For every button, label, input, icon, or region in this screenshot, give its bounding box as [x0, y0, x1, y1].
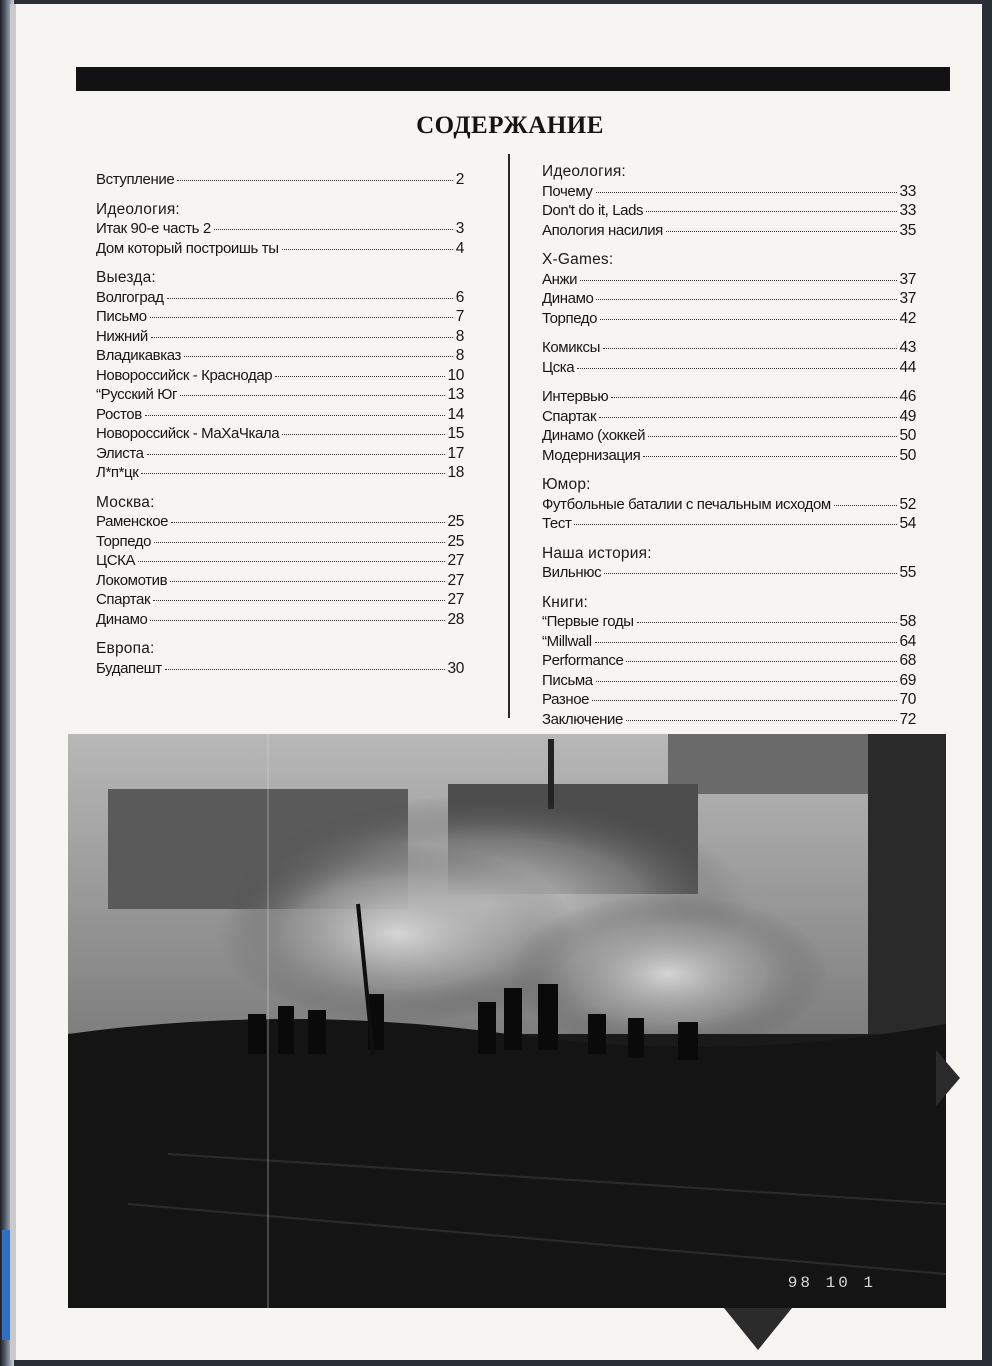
toc-entry[interactable]: [96, 170, 464, 190]
toc-entry[interactable]: [96, 288, 464, 308]
toc-entry[interactable]: [542, 514, 916, 534]
toc-entry[interactable]: [542, 426, 916, 446]
toc-entry-page-number: 55: [899, 564, 916, 581]
toc-entry-page-number: 27: [447, 552, 464, 569]
toc-entry-page-number: 25: [447, 532, 464, 550]
toc-section: [542, 338, 916, 377]
toc-entry-page-number: 18: [447, 464, 464, 481]
toc-entry-page-number: 4: [455, 239, 464, 257]
toc-entry-page-number: 6: [455, 288, 464, 306]
toc-entry-page-number: 37: [899, 270, 916, 288]
toc-entry[interactable]: [96, 571, 464, 591]
toc-section-heading: Идеология:: [96, 200, 180, 218]
toc-entry-title: Performance: [542, 652, 624, 669]
toc-section: [542, 162, 916, 240]
toc-entry-page-number: 69: [899, 671, 916, 689]
toc-entry[interactable]: [542, 338, 916, 358]
crowd-smoke-photo-icon: [68, 734, 946, 1308]
toc-entry-page-number: 44: [899, 358, 916, 376]
header-black-bar: [76, 67, 950, 91]
toc-entry[interactable]: [542, 671, 916, 691]
page-title: СОДЕРЖАНИЕ: [416, 112, 604, 139]
toc-entry-page-number: 17: [447, 444, 464, 462]
toc-section: [96, 170, 464, 190]
toc-section: [542, 544, 916, 583]
dot-leader: [599, 417, 896, 418]
dot-leader: [596, 681, 897, 682]
toc-entry-page-number: 42: [899, 309, 916, 327]
toc-entry-title: Волгоград: [96, 288, 164, 306]
toc-entry-title: “Русский Юг: [96, 386, 178, 403]
toc-section-heading: Европа:: [96, 640, 155, 657]
toc-entry[interactable]: [96, 463, 464, 483]
toc-entry-title: Торпедо: [96, 532, 152, 550]
toc-entry[interactable]: [96, 219, 464, 239]
toc-entry-title: Спартак: [96, 591, 151, 608]
toc-entry-title: Динамо: [542, 290, 594, 307]
dot-leader: [595, 642, 897, 643]
dot-leader: [153, 600, 444, 601]
toc-entry[interactable]: [542, 387, 916, 407]
toc-entry[interactable]: [96, 307, 464, 327]
toc-entry-title: Вступление: [96, 171, 175, 188]
dot-leader: [282, 249, 453, 250]
toc-entry-page-number: 10: [447, 366, 464, 384]
dot-leader: [646, 211, 896, 212]
dot-leader: [154, 542, 444, 543]
toc-section-heading: Выезда:: [96, 269, 156, 286]
toc-entry-title: Итак 90-е часть 2: [96, 220, 211, 237]
toc-entry-page-number: 8: [455, 347, 464, 364]
toc-entry-title: Заключение: [542, 710, 623, 728]
toc-entry-page-number: 54: [899, 515, 916, 532]
toc-entry-title: Будапешт: [96, 659, 162, 677]
toc-entry[interactable]: [96, 610, 464, 630]
toc-entry-title: Динамо: [96, 610, 148, 628]
dot-leader: [611, 397, 896, 398]
toc-entry[interactable]: [96, 512, 464, 532]
dot-leader: [145, 415, 445, 416]
toc-section-heading: Наша история:: [542, 544, 652, 562]
toc-entry-page-number: 46: [899, 388, 916, 405]
toc-entry-page-number: 28: [447, 610, 464, 628]
toc-entry[interactable]: [542, 182, 916, 202]
toc-entry[interactable]: [542, 563, 916, 583]
toc-entry-page-number: 13: [447, 386, 464, 403]
toc-entry-title: Локомотив: [96, 571, 168, 589]
toc-entry-page-number: 52: [899, 495, 916, 513]
toc-entry[interactable]: [96, 444, 464, 464]
toc-entry-page-number: 14: [447, 405, 464, 423]
toc-right-column: [542, 162, 916, 729]
toc-entry-page-number: 7: [455, 308, 464, 325]
toc-entry[interactable]: [542, 612, 916, 632]
toc-section-heading: X-Games:: [542, 251, 614, 268]
dot-leader: [170, 581, 444, 582]
toc-entry[interactable]: [96, 239, 464, 259]
toc-entry[interactable]: [542, 710, 916, 730]
toc-left-column: [96, 170, 464, 678]
dot-leader: [834, 505, 897, 506]
dot-leader: [592, 700, 896, 701]
dot-leader: [603, 348, 897, 349]
toc-entry-title: Новороссийск - Краснодар: [96, 366, 273, 384]
toc-entry-title: “Millwall: [542, 632, 592, 650]
toc-entry[interactable]: [542, 690, 916, 710]
toc-entry-title: Торпедо: [542, 309, 598, 327]
toc-entry[interactable]: [542, 289, 916, 309]
toc-section: [542, 475, 916, 534]
toc-entry-title: Тест: [542, 515, 572, 532]
toc-section-heading: Юмор:: [542, 476, 591, 493]
cover-photo: [68, 734, 946, 1308]
toc-entry-page-number: 8: [455, 327, 464, 345]
dot-leader: [141, 473, 444, 474]
toc-entry-title: Динамо (хоккей: [542, 427, 646, 444]
dot-leader: [643, 456, 896, 457]
toc-entry-page-number: 35: [899, 221, 916, 239]
toc-entry-page-number: 15: [447, 425, 464, 442]
dot-leader: [184, 356, 453, 357]
toc-entry-title: Модернизация: [542, 446, 641, 464]
toc-entry-title: “Первые годы: [542, 613, 634, 630]
corner-triangle-right: [936, 1050, 960, 1106]
toc-entry[interactable]: [542, 407, 916, 427]
dot-leader: [626, 661, 896, 662]
corner-triangle-bottom: [724, 1308, 792, 1350]
toc-entry-title: Письмо: [96, 308, 147, 325]
dot-leader: [574, 524, 896, 525]
toc-entry-title: Элиста: [96, 444, 144, 462]
toc-entry[interactable]: [96, 590, 464, 610]
toc-section-heading: Книги:: [542, 593, 589, 611]
dot-leader: [180, 395, 445, 396]
toc-entry-title: Раменское: [96, 513, 169, 530]
dot-leader: [147, 454, 445, 455]
dot-leader: [177, 180, 452, 181]
toc-section: [96, 493, 464, 630]
toc-entry[interactable]: [96, 532, 464, 552]
toc-entry-page-number: 43: [899, 339, 916, 356]
toc-entry-page-number: 72: [899, 710, 916, 728]
toc-entry[interactable]: [96, 346, 464, 366]
toc-entry-page-number: 30: [447, 659, 464, 677]
toc-entry-page-number: 58: [899, 613, 916, 630]
toc-entry-title: Комиксы: [542, 339, 600, 356]
dot-leader: [648, 436, 896, 437]
toc-entry[interactable]: [542, 632, 916, 652]
dot-leader: [214, 229, 453, 230]
dot-leader: [150, 620, 444, 621]
toc-entry-title: Don't do it, Lads: [542, 202, 644, 219]
toc-entry-title: Владикавказ: [96, 347, 181, 364]
toc-section: [542, 387, 916, 465]
toc-entry[interactable]: [542, 270, 916, 290]
toc-entry[interactable]: [542, 201, 916, 221]
toc-entry-page-number: 50: [899, 427, 916, 444]
toc-entry-title: Цска: [542, 358, 575, 376]
dot-leader: [165, 669, 445, 670]
dot-leader: [275, 376, 444, 377]
toc-entry[interactable]: [96, 366, 464, 386]
toc-entry-title: Л*п*цк: [96, 464, 139, 481]
toc-entry-page-number: 27: [447, 571, 464, 589]
toc-entry-page-number: 70: [899, 691, 916, 708]
dot-leader: [171, 522, 444, 523]
toc-entry[interactable]: [542, 221, 916, 241]
toc-entry[interactable]: [96, 659, 464, 679]
toc-entry-page-number: 25: [447, 513, 464, 530]
dot-leader: [167, 298, 453, 299]
toc-section: [542, 593, 916, 730]
toc-entry-title: Нижний: [96, 327, 148, 345]
toc-entry[interactable]: [542, 446, 916, 466]
toc-entry-page-number: 27: [447, 591, 464, 608]
dot-leader: [637, 622, 897, 623]
toc-entry-title: Дом который построишь ты: [96, 239, 279, 257]
toc-entry-page-number: 2: [455, 171, 464, 188]
toc-section: [96, 639, 464, 678]
toc-entry-title: Футбольные баталии с печальным исходом: [542, 495, 831, 513]
dot-leader: [600, 319, 896, 320]
toc-entry-page-number: 33: [899, 202, 916, 219]
photo-date-stamp: 98 10 1: [787, 1274, 876, 1292]
dot-leader: [138, 561, 444, 562]
toc-entry-title: Интервью: [542, 388, 609, 405]
dot-leader: [580, 280, 896, 281]
toc-entry-title: Анжи: [542, 270, 578, 288]
dot-leader: [626, 720, 897, 721]
column-divider: [508, 154, 510, 718]
dot-leader: [150, 317, 453, 318]
toc-entry[interactable]: [96, 385, 464, 405]
toc-section-heading: Москва:: [96, 493, 155, 511]
toc-entry-page-number: 64: [899, 632, 916, 650]
toc-entry-title: Апология насилия: [542, 221, 663, 239]
toc-entry-page-number: 33: [899, 182, 916, 200]
toc-entry[interactable]: [542, 309, 916, 329]
toc-entry[interactable]: [542, 651, 916, 671]
toc-entry[interactable]: [96, 327, 464, 347]
toc-section: [542, 250, 916, 328]
toc-entry-page-number: 49: [899, 407, 916, 425]
toc-entry-page-number: 68: [899, 652, 916, 669]
toc-entry-title: Новороссийск - МаХаЧкала: [96, 425, 280, 442]
toc-entry-title: Разное: [542, 691, 590, 708]
dot-leader: [604, 573, 896, 574]
dot-leader: [596, 192, 897, 193]
dot-leader: [596, 299, 896, 300]
toc-section: [96, 200, 464, 259]
toc-entry[interactable]: [96, 551, 464, 571]
toc-entry[interactable]: [96, 405, 464, 425]
dot-leader: [577, 368, 896, 369]
toc-section: [96, 268, 464, 483]
toc-entry[interactable]: [542, 358, 916, 378]
toc-entry-title: Почему: [542, 182, 593, 200]
dot-leader: [282, 434, 444, 435]
toc-entry[interactable]: [96, 424, 464, 444]
toc-entry-title: Спартак: [542, 407, 597, 425]
toc-entry-title: Вильнюс: [542, 564, 602, 581]
toc-entry-page-number: 3: [455, 220, 464, 237]
toc-entry-page-number: 50: [899, 446, 916, 464]
toc-entry[interactable]: [542, 495, 916, 515]
dot-leader: [151, 337, 453, 338]
toc-entry-title: Ростов: [96, 405, 142, 423]
dot-leader: [666, 231, 897, 232]
toc-section-heading: Идеология:: [542, 163, 626, 180]
toc-entry-title: ЦСКА: [96, 552, 136, 569]
toc-entry-title: Письма: [542, 671, 593, 689]
toc-entry-page-number: 37: [899, 290, 916, 307]
